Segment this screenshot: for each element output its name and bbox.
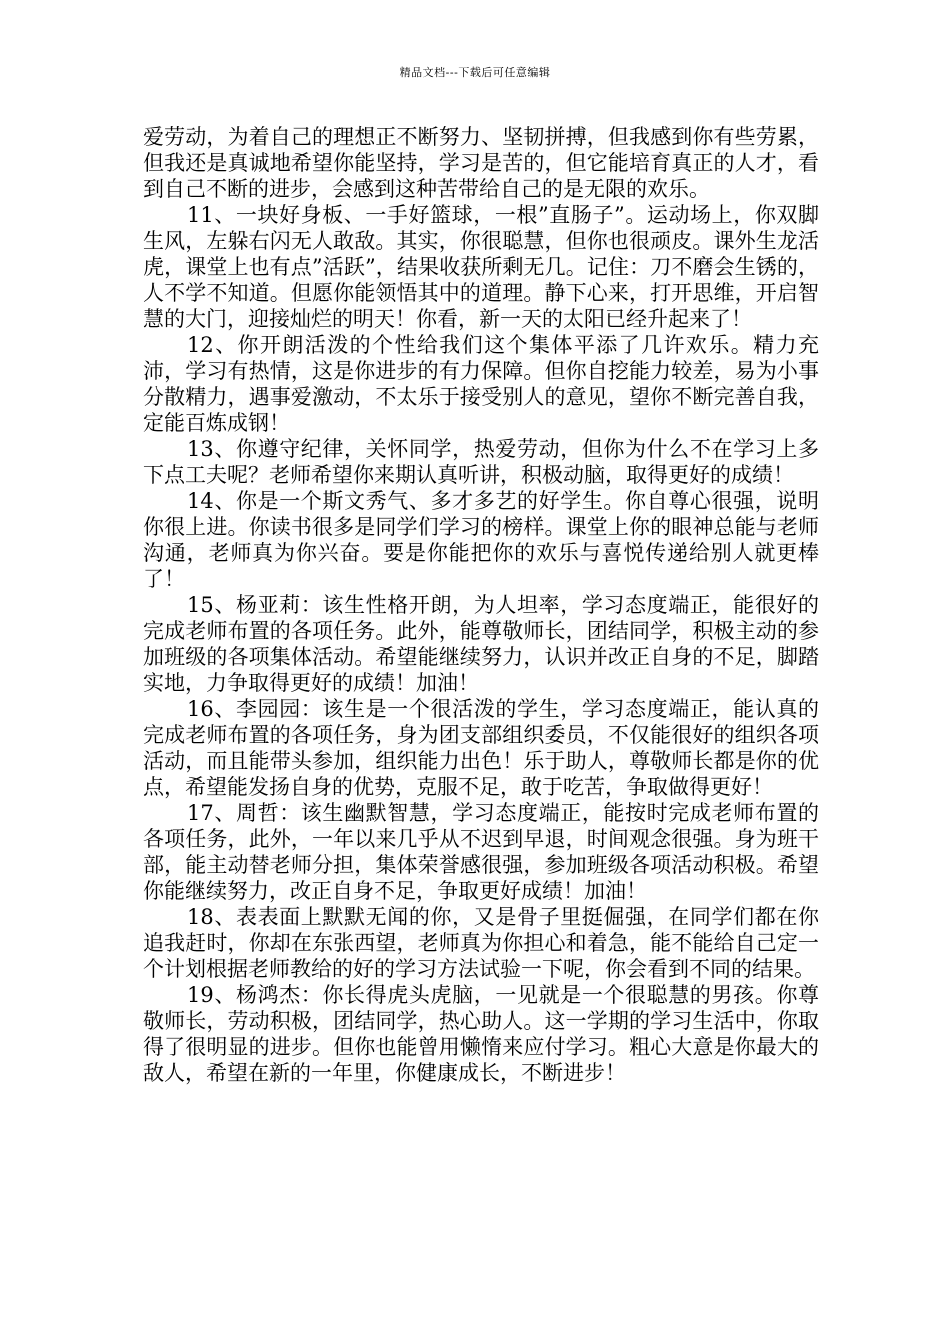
document-body [143,124,819,1086]
paragraph-15: 15、杨亚莉：该生性格开朗，为人坦率，学习态度端正，能很好的完成老师布置的各项任务。此外，能尊敬师长，团结同学，积极主动的参加班级的各项集体活动。希望能继续努力，认识并改正自身的不足，脚踏实地，力争取得更好的成绩！加油！ [143,593,819,695]
paragraph-16: 16、李园园：该生是一个很活泼的学生，学习态度端正，能认真的完成老师布置的各项任务，身为团支部组织委员，不仅能很好的组织各项活动，而且能带头参加，组织能力出色！乐于助人，尊敬师长都是你的优点，希望能发扬自身的优势，克服不足，敢于吃苦，争取做得更好！ [143,697,819,799]
paragraph-13: 13、你遵守纪律，关怀同学，热爱劳动，但你为什么不在学习上多下点工夫呢？老师希望你来期认真听讲，积极动脑，取得更好的成绩！ [143,437,819,487]
paragraph-14: 14、你是一个斯文秀气、多才多艺的好学生。你自尊心很强，说明你很上进。你读书很多是同学们学习的榜样。课堂上你的眼神总能与老师沟通，老师真为你兴奋。要是你能把你的欢乐与喜悦传递给别人就更棒了！ [143,489,819,591]
paragraph-18: 18、表表面上默默无闻的你，又是骨子里挺倔强，在同学们都在你追我赶时，你却在东张西望，老师真为你担心和着急，能不能给自己定一个计划根据老师教给的好的学习方法试验一下呢，你会看到不同的结果。 [143,905,819,981]
page-header: 精品文档---下载后可任意编辑 [399,66,551,79]
paragraph-19: 19、杨鸿杰：你长得虎头虎脑，一见就是一个很聪慧的男孩。你尊敬师长，劳动积极，团结同学，热心助人。这一学期的学习生活中，你取得了很明显的进步。但你也能曾用懒惰来应付学习。粗心大意是你最大的敌人，希望在新的一年里，你健康成长，不断进步！ [143,983,819,1085]
paragraph-continuation: 爱劳动，为着自己的理想正不断努力、坚韧拼搏，但我感到你有些劳累，但我还是真诚地希望你能坚持，学习是苦的，但它能培育真正的人才，看到自己不断的进步，会感到这种苦带给自己的是无限的欢乐。 [143,125,819,201]
paragraph-12: 12、你开朗活泼的个性给我们这个集体平添了几许欢乐。精力充沛，学习有热情，这是你进步的有力保障。但你自挖能力较差，易为小事分散精力，遇事爱激动，不太乐于接受别人的意见，望你不断完善自我，定能百炼成钢！ [143,333,819,435]
paragraph-11: 11、一块好身板、一手好篮球，一根”直肠子”。运动场上，你双脚生风，左躲右闪无人敢敌。其实，你很聪慧，但你也很顽皮。课外生龙活虎，课堂上也有点”活跃”，结果收获所剩无几。记住：刀不磨会生锈的，人不学不知道。但愿你能领悟其中的道理。静下心来，打开思维，开启智慧的大门，迎接灿烂的明天！你看，新一天的太阳已经升起来了！ [143,203,819,331]
paragraph-17: 17、周哲：该生幽默智慧，学习态度端正，能按时完成老师布置的各项任务，此外，一年以来几乎从不迟到早退，时间观念很强。身为班干部，能主动替老师分担，集体荣誉感很强，参加班级各项活动积极。希望你能继续努力，改正自身不足，争取更好成绩！加油！ [143,801,819,903]
